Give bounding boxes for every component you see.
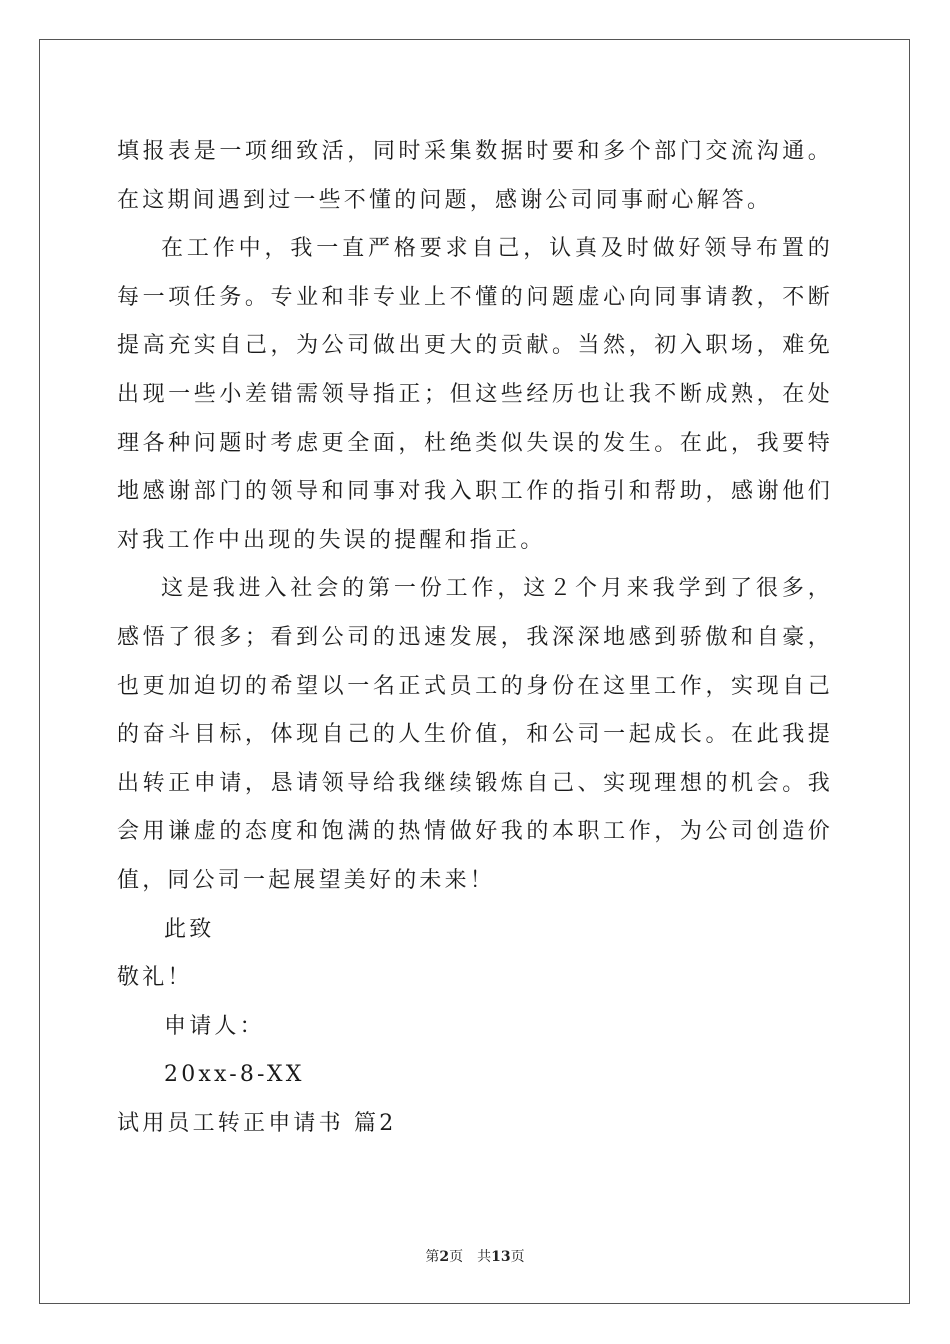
paragraph-2: 在工作中，我一直严格要求自己，认真及时做好领导布置的每一项任务。专业和非专业上不懂的问题虚心向同事请教，不断提高充实自己，为公司做出更大的贡献。当然，初入职场，难免出现一些小差错需领导指正；但这些经历也让我不断成熟，在处理各种问题时考虑更全面，杜绝类似失误的发生。在此，我要特地感谢部门的领导和同事对我入职工作的指引和帮助，感谢他们对我工作中出现的失误的提醒和指正。 [117, 236, 833, 553]
salute-line: 敬礼！ [117, 965, 193, 991]
closing-line: 此致 [164, 916, 215, 942]
footer-total-suffix: 页 [510, 1249, 525, 1265]
applicant-label: 申请人： [164, 1013, 265, 1039]
document-body [117, 128, 833, 1148]
next-section-title: 试用员工转正申请书 篇2 [117, 1110, 397, 1136]
paragraph-3: 这是我进入社会的第一份工作，这２个月来我学到了很多，感悟了很多；看到公司的迅速发展，我深深地感到骄傲和自豪，也更加迫切的希望以一名正式员工的身份在这里工作，实现自己的奋斗目标，体现自己的人生价值，和公司一起成长。在此我提出转正申请，恳请领导给我继续锻炼自己、实现理想的机会。我会用谦虚的态度和饱满的热情做好我的本职工作，为公司创造价值，同公司一起展望美好的未来！ [117, 576, 833, 893]
footer-page-number: 2 [439, 1249, 450, 1265]
footer-total-pages: 13 [491, 1249, 511, 1265]
footer-page-suffix: 页 [449, 1249, 464, 1265]
footer-total-prefix: 共 [477, 1249, 492, 1265]
paragraph-1: 填报表是一项细致活，同时采集数据时要和多个部门交流沟通。在这期间遇到过一些不懂的问题，感谢公司同事耐心解答。 [117, 139, 833, 213]
footer-page-prefix: 第 [425, 1249, 440, 1265]
date-line: 20xx-8-XX [164, 1062, 305, 1088]
page-footer [0, 1246, 950, 1266]
